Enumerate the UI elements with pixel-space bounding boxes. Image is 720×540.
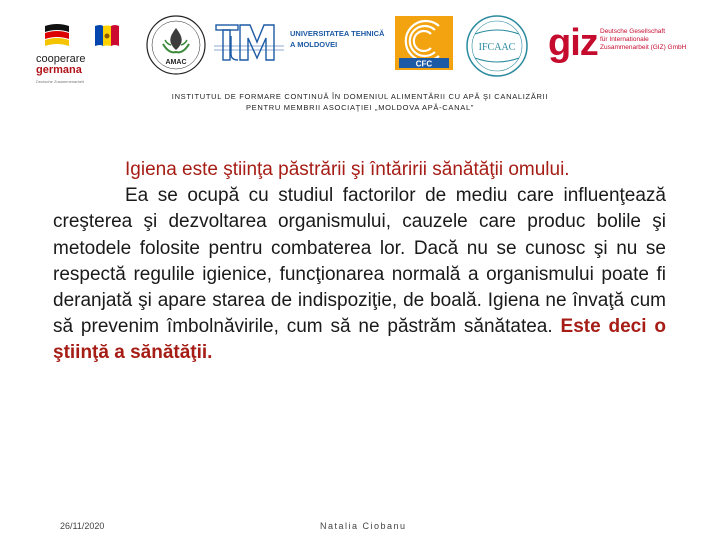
giz-line2: für Internationale: [600, 36, 649, 43]
moldova-flag-icon: [92, 22, 122, 52]
cooperare-germana-text: [36, 54, 86, 76]
institute-line2: PENTRU MEMBRII ASOCIAŢIEI „MOLDOVA APĂ-CANAL”: [245, 103, 475, 112]
cooperare-germana-logo: [36, 22, 128, 84]
giz-line3: Zusammenarbeit (GIZ) GmbH: [600, 44, 687, 51]
utm-name: [290, 28, 384, 50]
utm-line2: A MOLDOVEI: [290, 40, 338, 49]
coop-line2: germana: [36, 64, 82, 76]
body-paragraph: [53, 183, 666, 366]
giz-full-name: [600, 28, 708, 52]
giz-word: giz: [548, 22, 598, 64]
footer-date: 26/11/2020: [60, 521, 105, 531]
ifcaac-text: IFCAAC: [478, 42, 516, 53]
institute-line1: INSTITUTUL DE FORMARE CONTINUĂ ÎN DOMENIUL ALIMENTĂRII CU APĂ ŞI CANALIZĂRII: [171, 92, 549, 101]
coop-line1: cooperare: [36, 53, 86, 65]
cfc-text: CFC: [415, 59, 433, 69]
amac-logo: [145, 14, 207, 76]
giz-line1: Deutsche Gesellschaft: [600, 28, 666, 35]
logo-bar: [0, 0, 720, 90]
giz-logo: [548, 22, 708, 66]
utm-line1: UNIVERSITATEA TEHNICĂ: [290, 29, 385, 38]
body-text: Ea se ocupă cu studiul factorilor de mediu care influenţează creşterea şi dezvoltarea organismului, cauzele care produc bolile şi metodele folosite pentru combaterea lor. Dacă nu se cunosc şi nu se respectă regulile igienice, funcţionarea normală a organismului poate fi deranjată şi apare starea de indispoziţie, de boală. Igiena ne învaţă cum să prevenim îmbolnăvirile, cum să ne păstrăm sănătatea.: [53, 185, 666, 338]
definition-paragraph: Igiena este ştiinţa păstrării şi întăririi sănătăţii omului.: [125, 159, 570, 180]
utm-logo: [214, 22, 384, 64]
germany-flag-icon: [42, 22, 72, 52]
coop-subtitle: Deutsche Zusammenarbeit: [36, 79, 85, 84]
cfc-logo: [395, 16, 453, 70]
footer-author: Natalia Ciobanu: [320, 521, 407, 531]
slide-body: [53, 157, 666, 367]
amac-text: AMAC: [165, 59, 187, 66]
institute-name: [0, 91, 720, 113]
utm-mark-icon: [214, 22, 284, 64]
conclusion-text: Este deci o ştiinţă a sănătăţii.: [53, 316, 666, 364]
ifcaac-logo: [465, 14, 529, 78]
